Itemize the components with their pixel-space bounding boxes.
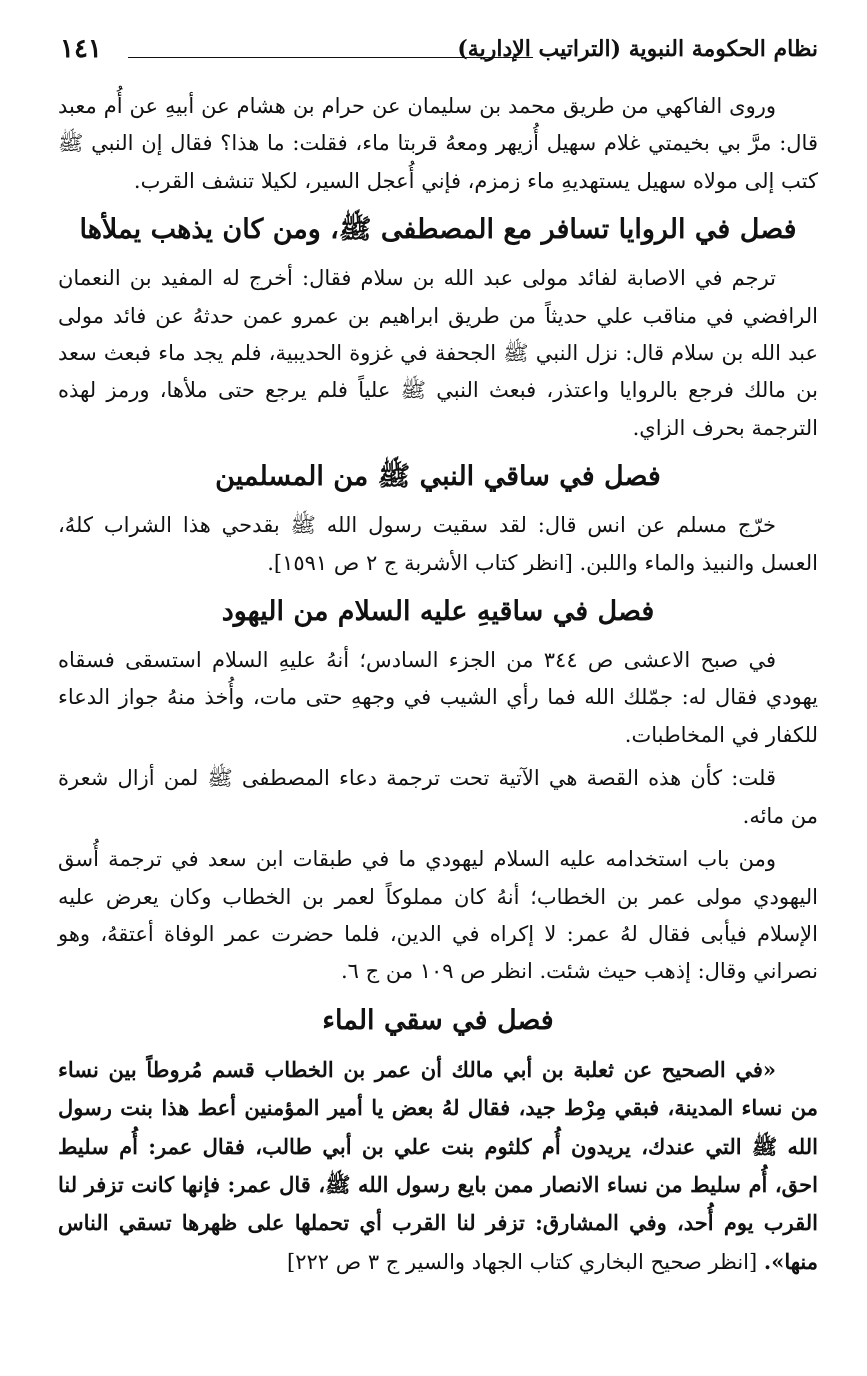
paragraph: ومن باب استخدامه عليه السلام ليهودي ما في طبقات ابن سعد في ترجمة أُسق اليهودي مولى عمر بن الخطاب؛ أنهُ كان مملوكاً لعمر بن الخطاب وكان يعرض عليه الإسلام فيأبى فقال لهُ عمر: لا إكراه في الدين، فلما حضرت عمر الوفاة أعتقهُ، وهو نصراني وقال: إذهب حيث شئت. انظر ص ١٠٩ من ج ٦. [58, 847, 818, 984]
running-title: نظام الحكومة النبوية (التراتيب الإدارية) [457, 36, 818, 62]
book-page [58, 34, 818, 1281]
paragraph: خرّج مسلم عن انس قال: لقد سقيت رسول الله ﷺ بقدحي هذا الشراب كلهُ، العسل والنبيذ والماء واللبن. [انظر كتاب الأشربة ج ٢ ص ١٥٩١]. [58, 513, 818, 575]
citation: [انظر صحيح البخاري كتاب الجهاد والسير ج ٣ ص ٢٢٢] [287, 1249, 764, 1274]
quoted-hadith-paragraph [58, 1051, 818, 1281]
section-heading: فصل في سقي الماء [322, 1004, 554, 1036]
section-heading: فصل في الروايا تسافر مع المصطفى ﷺ، ومن كان يذهب يملأها [79, 214, 797, 246]
page-header [58, 34, 818, 76]
header-rule [128, 57, 533, 58]
quoted-hadith: «في الصحيح عن ثعلبة بن أبي مالك أن عمر بن الخطاب قسم مُروطاً بين نساء من نساء المدينة، فبقي مِرْط جيد، فقال لهُ بعض يا أمير المؤمنين أعط هذا بنت رسول الله ﷺ التي عندك، يريدون أُم كلثوم بنت علي بن أبي طالب، فقال عمر: أُم سليط احق، أُم سليط من نساء الانصار ممن بايع رسول الله ﷺ، قال عمر: فإنها كانت تزفر لنا القرب يوم أُحد، وفي المشارق: تزفر لنا القرب أي تحملها على ظهرها تسقي الناس منها». [58, 1056, 818, 1274]
paragraph: ترجم في الاصابة لفائد مولى عبد الله بن سلام فقال: أخرج له المفيد بن النعمان الرافضي في مناقب علي حديثاً من طريق ابراهيم بن عمرو عمن حدثهُ عن فائد مولى عبد الله بن سلام قال: نزل النبي ﷺ الجحفة في غزوة الحديبية، فلم يجد ماء فبعث سعد بن مالك فرجع بالروايا واعتذر، فبعث النبي ﷺ علياً فلم يرجع حتى ملأها، ورمز لهذه الترجمة بحرف الزاي. [58, 266, 818, 440]
paragraph: قلت: كأن هذه القصة هي الآتية تحت ترجمة دعاء المصطفى ﷺ لمن أزال شعرة من مائه. [58, 766, 818, 828]
section-heading: فصل في ساقيهِ عليه السلام من اليهود [221, 596, 655, 628]
section-heading: فصل في ساقي النبي ﷺ من المسلمين [215, 461, 661, 493]
page-number: ١٤١ [60, 34, 102, 64]
paragraph: وروى الفاكهي من طريق محمد بن سليمان عن حرام بن هشام عن أبيهِ عن أُم معبد قال: مرَّ بي بخيمتي غلام سهيل أُزيهر ومعهُ قربتا ماء، فقلت: ما هذا؟ فقال إن النبي ﷺ كتب إلى مولاه سهيل يستهديهِ ماء زمزم، فإني أُعجل السير، لكيلا تنشف القرب. [58, 94, 818, 193]
paragraph: في صبح الاعشى ص ٣٤٤ من الجزء السادس؛ أنهُ عليهِ السلام استسقى فسقاه يهودي فقال له: جمّلك الله فما رأي الشيب في وجههِ حتى مات، وأُخذ منهُ جواز الدعاء للكفار في المخاطبات. [58, 648, 818, 747]
